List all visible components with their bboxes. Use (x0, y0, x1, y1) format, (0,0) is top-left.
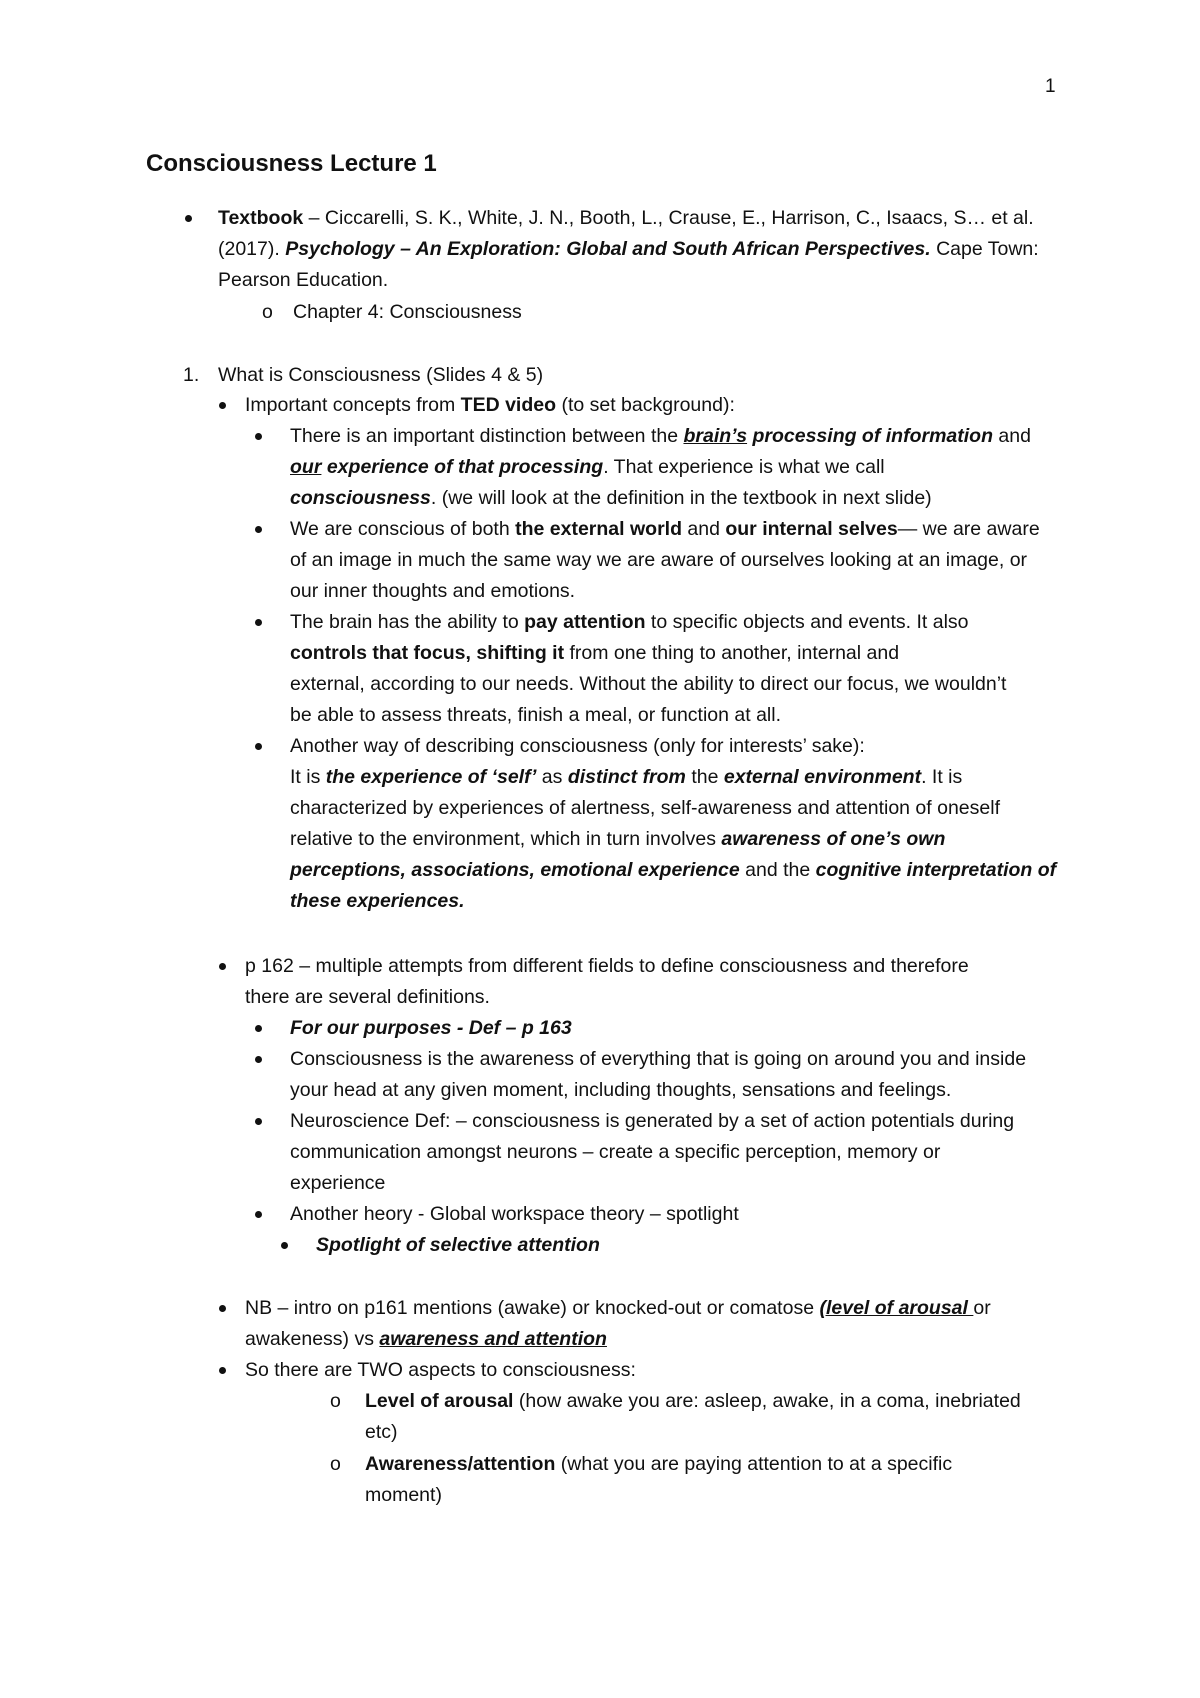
def1-line-2: your head at any given moment, including thoughts, sensations and feelings. (290, 1079, 952, 1101)
bullet-dot (219, 1367, 226, 1374)
awareness-line-2: moment) (365, 1484, 442, 1506)
neuro-line-2: communication amongst neurons – create a specific perception, memory or (290, 1141, 941, 1163)
def1-line-1: Consciousness is the awareness of everything that is going on around you and inside (290, 1048, 1027, 1070)
bold: Level of arousal (365, 1390, 514, 1412)
point2-line-1 (290, 514, 1040, 545)
text: (how awake you are: asleep, awake, in a coma, inebriated (513, 1390, 1021, 1412)
text: We are conscious of both (290, 518, 516, 540)
textbook-year: (2017). (218, 238, 286, 260)
point4-line-5 (290, 855, 1056, 886)
textbook-line-3: Pearson Education. (218, 269, 389, 291)
two-aspects-line: So there are TWO aspects to consciousness: (245, 1359, 636, 1381)
text: or (973, 1297, 991, 1319)
point2-line-3: our inner thoughts and emotions. (290, 580, 576, 602)
emphasis: experience of that processing (321, 456, 604, 478)
awareness-line-1 (365, 1449, 952, 1480)
text: and (993, 425, 1031, 447)
emphasis: awareness and attention (379, 1328, 607, 1350)
emphasis: our (290, 456, 322, 478)
arousal-line-2: etc) (365, 1421, 398, 1443)
point3-line-2 (290, 638, 899, 669)
ted-text: Important concepts from (245, 394, 461, 416)
definitions-line-1: p 162 – multiple attempts from different fields to define consciousness and therefore (245, 955, 969, 977)
nb-line-1 (245, 1293, 991, 1324)
bullet-dot (255, 1118, 262, 1125)
point1-line-3 (290, 483, 932, 514)
bullet-dot (255, 433, 262, 440)
bullet-dot (255, 1056, 262, 1063)
textbook-title: Psychology – An Exploration: Global and South African Perspectives. (285, 238, 931, 260)
emphasis: consciousness (290, 487, 431, 509)
page-title: Consciousness Lecture 1 (146, 150, 437, 177)
definitions-line-2: there are several definitions. (245, 986, 490, 1008)
text: awakeness) vs (245, 1328, 380, 1350)
bold: the external world (515, 518, 682, 540)
point3-line-3: external, according to our needs. Without the ability to direct our focus, we wouldn’t (290, 673, 1007, 695)
point4-line-6 (290, 886, 465, 917)
point4-line-2 (290, 762, 962, 793)
emphasis: Spotlight of selective attention (316, 1234, 600, 1256)
text: It is (290, 766, 326, 788)
text: . That experience is what we call (603, 456, 885, 478)
emphasis: (level of arousal (819, 1297, 974, 1319)
emphasis: processing of information (747, 425, 993, 447)
section-heading: What is Consciousness (Slides 4 & 5) (218, 364, 544, 386)
bullet-dot (255, 1025, 262, 1032)
section-number: 1. (183, 364, 200, 386)
purpose-line (290, 1013, 572, 1044)
point4-line-4 (290, 824, 945, 855)
point1-line-2 (290, 452, 885, 483)
point4-line-1: Another way of describing consciousness (only for interests’ sake): (290, 735, 865, 757)
text: NB – intro on p161 mentions (awake) or knocked-out or comatose (245, 1297, 820, 1319)
text: relative to the environment, which in turn involves (290, 828, 722, 850)
sub-marker: o (330, 1453, 341, 1475)
emphasis: brain’s (683, 425, 748, 447)
text: . (we will look at the definition in the textbook in next slide) (430, 487, 932, 509)
text: — we are aware (897, 518, 1040, 540)
neuro-line-1: Neuroscience Def: – consciousness is generated by a set of action potentials during (290, 1110, 1015, 1132)
emphasis: awareness of one’s own (721, 828, 946, 850)
emphasis: For our purposes - Def – p 163 (290, 1017, 572, 1039)
text: from one thing to another, internal and (564, 642, 900, 664)
textbook-label: Textbook (218, 207, 304, 229)
another-theory-line: Another heory - Global workspace theory – spotlight (290, 1203, 739, 1225)
sub-marker: o (330, 1390, 341, 1412)
text: . It is (921, 766, 963, 788)
emphasis: the experience of ‘self’ (325, 766, 537, 788)
textbook-line-2 (218, 234, 1039, 265)
bullet-dot (255, 526, 262, 533)
bullet-dot (255, 743, 262, 750)
emphasis: distinct from (567, 766, 686, 788)
point1-line-1 (290, 421, 1031, 452)
textbook-city: Cape Town: (930, 238, 1039, 260)
bullet-dot (219, 402, 226, 409)
textbook-line-1 (218, 203, 1034, 234)
bold: controls that focus, shifting it (290, 642, 565, 664)
chapter-reference: Chapter 4: Consciousness (293, 301, 522, 323)
point2-line-2: of an image in much the same way we are aware of ourselves looking at an image, or (290, 549, 1028, 571)
bullet-dot (219, 963, 226, 970)
ted-bold: TED video (460, 394, 557, 416)
text: and the (739, 859, 816, 881)
bullet-dot (255, 1211, 262, 1218)
textbook-authors: – Ciccarelli, S. K., White, J. N., Booth, L., Crause, E., Harrison, C., Isaacs, S… et al. (303, 207, 1034, 229)
point4-line-3: characterized by experiences of alertness, self-awareness and attention of oneself (290, 797, 1000, 819)
nb-line-2 (245, 1324, 607, 1355)
bold: Awareness/attention (365, 1453, 556, 1475)
sub-marker: o (262, 301, 273, 323)
emphasis: cognitive interpretation of (815, 859, 1057, 881)
bold: our internal selves (725, 518, 898, 540)
text: The brain has the ability to (290, 611, 525, 633)
bullet-dot (255, 619, 262, 626)
emphasis: perceptions, associations, emotional experience (290, 859, 740, 881)
spotlight-line (316, 1230, 600, 1261)
ted-text-end: (to set background): (556, 394, 735, 416)
text: as (536, 766, 568, 788)
bullet-dot (219, 1305, 226, 1312)
emphasis: external environment (723, 766, 922, 788)
ted-line (245, 390, 735, 421)
text: (what you are paying attention to at a specific (555, 1453, 953, 1475)
bullet-dot (281, 1242, 288, 1249)
bold: pay attention (524, 611, 646, 633)
text: and (681, 518, 726, 540)
text: There is an important distinction between the (290, 425, 684, 447)
bullet-dot (185, 215, 192, 222)
emphasis: these experiences. (290, 890, 465, 912)
text: the (685, 766, 724, 788)
arousal-line-1 (365, 1386, 1021, 1417)
point3-line-4: be able to assess threats, finish a meal, or function at all. (290, 704, 782, 726)
point3-line-1 (290, 607, 969, 638)
neuro-line-3: experience (290, 1172, 386, 1194)
page-number: 1 (1045, 76, 1056, 97)
text: to specific objects and events. It also (645, 611, 969, 633)
